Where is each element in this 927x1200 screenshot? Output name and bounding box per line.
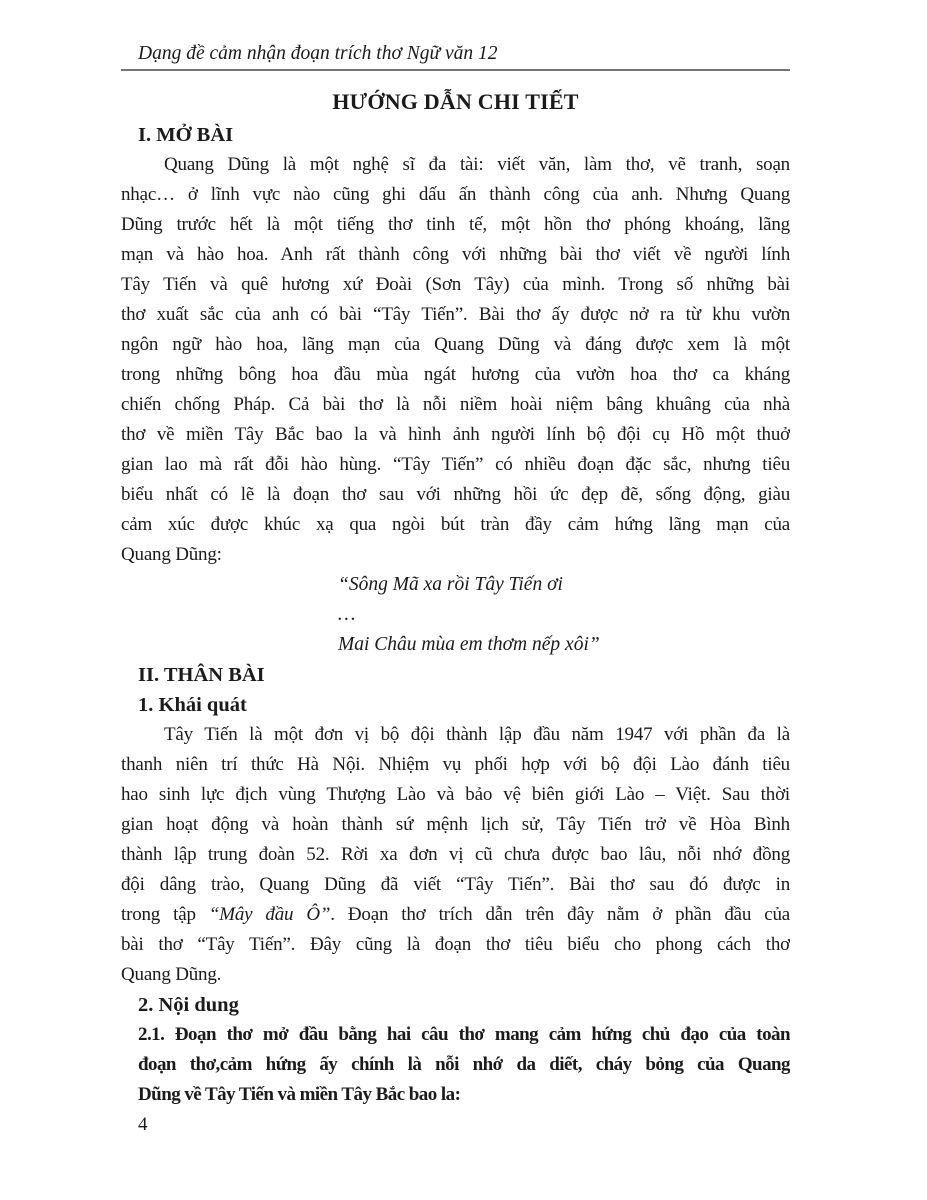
paragraph-line: Quang Dũng: [121,544,222,565]
page-number: 4 [138,1114,148,1135]
intro-paragraph [121,150,790,570]
khai-quat-paragraph [121,720,790,990]
running-header: Dạng đề cảm nhận đoạn trích thơ Ngữ văn 12 [138,43,498,64]
paragraph-line: trong những bông hoa đầu mùa ngát hương của vườn hoa thơ ca kháng [121,364,790,385]
heading-mo-bai: I. MỞ BÀI [138,124,234,146]
paragraph-line: bài thơ “Tây Tiến”. Đây cũng là đoạn thơ tiêu biểu cho phong cách thơ [121,934,790,955]
text-run: trong tập [121,904,209,925]
poem-line: “Sông Mã xa rồi Tây Tiến ơi [338,574,563,595]
paragraph-line: đoạn thơ,cảm hứng ấy chính là nỗi nhớ da diết, cháy bỏng của Quang [138,1054,790,1075]
paragraph-line: cảm xúc được khúc xạ qua ngòi bút tràn đầy cảm hứng lãng mạn của [121,514,790,535]
header-rule [121,69,790,71]
poem-line: … [338,604,356,625]
paragraph-line: Dũng trước hết là một tiếng thơ tinh tế, một hồn thơ phóng khoáng, lãng [121,214,790,235]
paragraph-line: Quang Dũng là một nghệ sĩ đa tài: viết văn, làm thơ, vẽ tranh, soạn [164,154,790,175]
paragraph-line: thanh niên trí thức Hà Nội. Nhiệm vụ phối hợp với bộ đội Lào đánh tiêu [121,754,790,775]
paragraph-line: Quang Dũng. [121,964,222,985]
poem-line: Mai Châu mùa em thơm nếp xôi” [338,634,600,655]
paragraph-line: thành lập trung đoàn 52. Rời xa đơn vị cũ chưa được bao lâu, nỗi nhớ đồng [121,844,790,865]
poem-quote [338,570,790,660]
heading-than-bai: II. THÂN BÀI [138,664,265,686]
noi-dung-item-paragraph [138,1020,790,1110]
paragraph-line: 2.1. Đoạn thơ mở đầu bằng hai câu thơ mang cảm hứng chủ đạo của toàn [138,1024,790,1045]
paragraph-line: mạn và hào hoa. Anh rất thành công với những bài thơ viết về người lính [121,244,790,265]
paragraph-line: hao sinh lực địch vùng Thượng Lào và bảo vệ biên giới Lào – Việt. Sau thời [121,784,790,805]
text-run: . Đoạn thơ trích dẫn trên đây nằm ở phần đầu của [330,904,790,925]
paragraph-line: Dũng về Tây Tiến và miền Tây Bắc bao la: [138,1084,461,1105]
paragraph-line: Tây Tiến là một đơn vị bộ đội thành lập đầu năm 1947 với phần đa là [164,724,790,745]
paragraph-line: đội dâng trào, Quang Dũng đã viết “Tây Tiến”. Bài thơ sau đó được in [121,874,790,895]
paragraph-line: biểu nhất có lẽ là đoạn thơ sau với những hồi ức đẹp đẽ, sống động, giàu [121,484,790,505]
page-title: HƯỚNG DẪN CHI TIẾT [332,89,579,114]
book-title-text: “Mây đầu Ô” [208,904,331,925]
paragraph-line: gian lao mà rất đỗi hào hùng. “Tây Tiến” có nhiều đoạn đặc sắc, nhưng tiêu [121,454,790,475]
paragraph-line: gian hoạt động và hoàn thành sứ mệnh lịch sử, Tây Tiến trở về Hòa Bình [121,814,790,835]
paragraph-line: Tây Tiến và quê hương xứ Đoài (Sơn Tây) của mình. Trong số những bài [121,274,790,295]
heading-noi-dung: 2. Nội dung [138,994,239,1016]
paragraph-line: thơ về miền Tây Bắc bao la và hình ảnh người lính bộ đội cụ Hồ một thuở [121,424,790,445]
paragraph-line: chiến chống Pháp. Cả bài thơ là nỗi niềm hoài niệm bâng khuâng của nhà [121,394,790,415]
paragraph-line: ngôn ngữ hào hoa, lãng mạn của Quang Dũng và đáng được xem là một [121,334,790,355]
paragraph-line: thơ xuất sắc của anh có bài “Tây Tiến”. Bài thơ ấy được nở ra từ khu vườn [121,304,790,325]
paragraph-line [121,900,790,930]
heading-khai-quat: 1. Khái quát [138,694,247,716]
paragraph-line: nhạc… ở lĩnh vực nào cũng ghi dấu ấn thành công của anh. Nhưng Quang [121,184,790,205]
